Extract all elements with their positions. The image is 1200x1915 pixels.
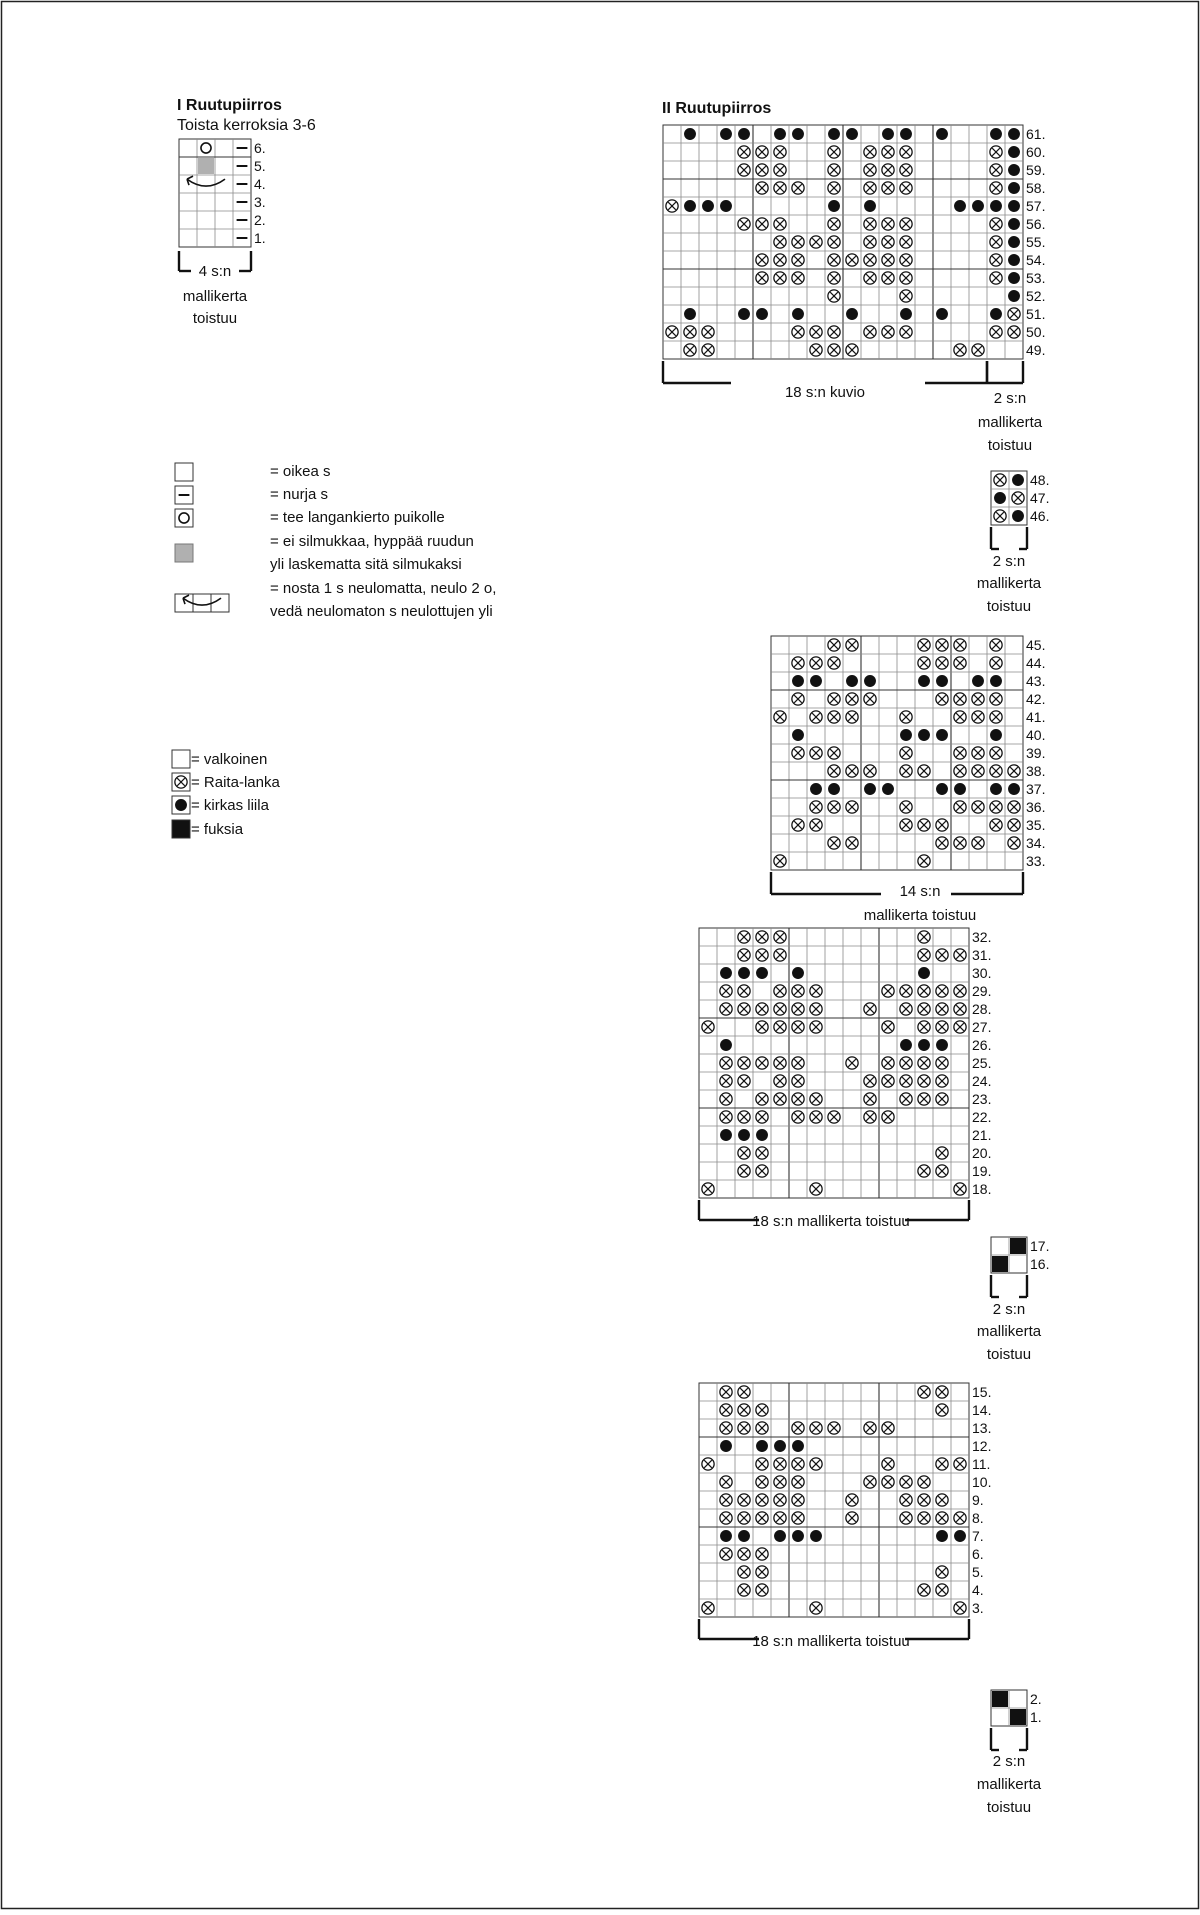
row-number: 5. xyxy=(254,158,266,175)
chart1b-label-1: 2 s:n xyxy=(992,1753,1026,1770)
lilac-symbol xyxy=(684,308,696,320)
row-number: 27. xyxy=(972,1019,992,1036)
lilac-symbol xyxy=(828,200,840,212)
lilac-symbol xyxy=(918,1039,930,1051)
lilac-symbol xyxy=(1008,272,1020,284)
lilac-symbol xyxy=(900,729,912,741)
lilac-symbol xyxy=(954,783,966,795)
lilac-symbol xyxy=(774,128,786,140)
row-number: 55. xyxy=(1026,234,1046,251)
row-number: 31. xyxy=(972,947,992,964)
chart1-repeat-label: 4 s:n xyxy=(198,263,232,280)
legend-lilac-text: = kirkas liila xyxy=(191,797,269,814)
lilac-symbol xyxy=(900,1039,912,1051)
row-number: 50. xyxy=(1026,324,1046,341)
lilac-symbol xyxy=(864,200,876,212)
lilac-symbol xyxy=(720,128,732,140)
lilac-symbol xyxy=(990,783,1002,795)
lilac-symbol xyxy=(990,128,1002,140)
chart33-label-2: mallikerta toistuu xyxy=(863,907,977,924)
row-number: 37. xyxy=(1026,781,1046,798)
lilac-symbol xyxy=(792,1440,804,1452)
row-number: 33. xyxy=(1026,853,1046,870)
row-number: 4. xyxy=(254,176,266,193)
lilac-symbol xyxy=(756,1129,768,1141)
chart2-extra-label-3: toistuu xyxy=(987,437,1033,454)
lilac-symbol xyxy=(792,128,804,140)
lilac-symbol xyxy=(810,783,822,795)
lilac-symbol xyxy=(864,675,876,687)
lilac-symbol xyxy=(792,308,804,320)
lilac-symbol xyxy=(936,128,948,140)
chart2-title: II Ruutupiirros xyxy=(662,100,772,117)
row-number: 38. xyxy=(1026,763,1046,780)
lilac-symbol xyxy=(1008,164,1020,176)
chart18-grid xyxy=(699,928,991,1220)
lilac-symbol xyxy=(720,1530,732,1542)
lilac-symbol xyxy=(936,783,948,795)
lilac-symbol xyxy=(720,967,732,979)
lilac-symbol xyxy=(738,308,750,320)
lilac-symbol xyxy=(936,308,948,320)
row-number: 44. xyxy=(1026,655,1046,672)
row-number: 47. xyxy=(1030,490,1050,507)
legend-fuchsia-text: = fuksia xyxy=(191,821,244,838)
lilac-symbol xyxy=(792,967,804,979)
row-number: 5. xyxy=(972,1564,984,1581)
legend-fuchsia-box xyxy=(172,820,190,838)
legend-cross-box xyxy=(193,594,211,612)
row-number: 36. xyxy=(1026,799,1046,816)
lilac-symbol xyxy=(720,1440,732,1452)
lilac-symbol xyxy=(936,729,948,741)
chart33-grid xyxy=(771,636,1045,894)
lilac-symbol xyxy=(972,675,984,687)
legend-cross-text-2: vedä neulomaton s neulottujen yli xyxy=(270,603,493,620)
row-number: 15. xyxy=(972,1384,992,1401)
row-number: 39. xyxy=(1026,745,1046,762)
row-number: 8. xyxy=(972,1510,984,1527)
lilac-symbol xyxy=(1008,128,1020,140)
chart18-label: 18 s:n mallikerta toistuu xyxy=(752,1213,910,1230)
row-number: 19. xyxy=(972,1163,992,1180)
row-number: 35. xyxy=(1026,817,1046,834)
row-number: 30. xyxy=(972,965,992,982)
lilac-symbol xyxy=(1012,510,1024,522)
row-number: 11. xyxy=(972,1456,991,1473)
yarn-over-symbol xyxy=(179,513,189,523)
row-number: 57. xyxy=(1026,198,1046,215)
lilac-symbol xyxy=(1008,236,1020,248)
lilac-symbol xyxy=(774,1530,786,1542)
lilac-symbol xyxy=(720,1039,732,1051)
row-number: 41. xyxy=(1026,709,1046,726)
lilac-symbol xyxy=(1012,474,1024,486)
legend-yo-text: = tee langankierto puikolle xyxy=(270,509,445,526)
chart16-label-2: mallikerta xyxy=(976,1323,1042,1340)
lilac-symbol xyxy=(846,128,858,140)
lilac-symbol xyxy=(918,675,930,687)
chart1-repeat-label-2: mallikerta xyxy=(182,288,248,305)
fuchsia-cell xyxy=(992,1256,1008,1272)
legend-knit-box xyxy=(175,463,193,481)
row-number: 14. xyxy=(972,1402,992,1419)
row-number: 2. xyxy=(1030,1691,1042,1708)
row-number: 2. xyxy=(254,212,266,229)
lilac-symbol xyxy=(1008,254,1020,266)
lilac-symbol xyxy=(972,200,984,212)
row-number: 42. xyxy=(1026,691,1046,708)
chart33-label-1: 14 s:n xyxy=(899,883,941,900)
lilac-symbol xyxy=(738,1129,750,1141)
lilac-symbol xyxy=(954,200,966,212)
row-number: 12. xyxy=(972,1438,992,1455)
row-number: 10. xyxy=(972,1474,992,1491)
row-number: 23. xyxy=(972,1091,992,1108)
chart2-grid xyxy=(663,125,1045,383)
legend-nostitch-text: = ei silmukkaa, hyppää ruudun xyxy=(270,533,474,550)
row-number: 18. xyxy=(972,1181,992,1198)
row-number: 9. xyxy=(972,1492,984,1509)
row-number: 53. xyxy=(1026,270,1046,287)
legend-nostitch-text-2: yli laskematta sitä silmukaksi xyxy=(270,556,462,573)
chart46-label-1: 2 s:n xyxy=(992,553,1026,570)
lilac-symbol xyxy=(936,675,948,687)
row-number: 28. xyxy=(972,1001,992,1018)
chart1b-label-2: mallikerta xyxy=(976,1776,1042,1793)
lilac-symbol xyxy=(738,1530,750,1542)
row-number: 56. xyxy=(1026,216,1046,233)
lilac-symbol xyxy=(990,200,1002,212)
row-number: 43. xyxy=(1026,673,1046,690)
row-number: 26. xyxy=(972,1037,992,1054)
lilac-symbol xyxy=(828,783,840,795)
row-number: 20. xyxy=(972,1145,992,1162)
chart3-grid xyxy=(699,1383,991,1639)
lilac-symbol xyxy=(990,308,1002,320)
lilac-symbol xyxy=(828,128,840,140)
lilac-symbol xyxy=(882,783,894,795)
chart3-label: 18 s:n mallikerta toistuu xyxy=(752,1633,910,1650)
row-number: 13. xyxy=(972,1420,992,1437)
lilac-symbol xyxy=(882,128,894,140)
legend-white-box xyxy=(172,750,190,768)
lilac-symbol xyxy=(684,128,696,140)
lilac-symbol xyxy=(720,1129,732,1141)
no-stitch-cell xyxy=(198,158,214,174)
lilac-symbol xyxy=(1008,146,1020,158)
lilac-symbol xyxy=(810,1530,822,1542)
lilac-symbol xyxy=(684,200,696,212)
chart16-label-3: toistuu xyxy=(986,1346,1032,1363)
row-number: 1. xyxy=(1030,1709,1042,1726)
row-number: 6. xyxy=(254,140,266,157)
legend-stripe-text: = Raita-lanka xyxy=(191,774,280,791)
row-number: 61. xyxy=(1026,126,1046,143)
fuchsia-cell xyxy=(1010,1709,1026,1725)
row-number: 45. xyxy=(1026,637,1046,654)
row-number: 58. xyxy=(1026,180,1046,197)
lilac-symbol xyxy=(918,967,930,979)
lilac-symbol xyxy=(756,967,768,979)
chart2-extra-label-1: 2 s:n xyxy=(993,390,1027,407)
lilac-symbol xyxy=(990,675,1002,687)
fuchsia-cell xyxy=(992,1691,1008,1707)
row-number: 48. xyxy=(1030,472,1050,489)
row-number: 59. xyxy=(1026,162,1046,179)
row-number: 17. xyxy=(1030,1238,1050,1255)
lilac-symbol xyxy=(936,1039,948,1051)
row-number: 1. xyxy=(254,230,266,247)
lilac-symbol xyxy=(900,128,912,140)
row-number: 32. xyxy=(972,929,992,946)
legend-white-text: = valkoinen xyxy=(191,751,268,768)
chart46-label-3: toistuu xyxy=(986,598,1032,615)
lilac-symbol xyxy=(792,675,804,687)
lilac-symbol xyxy=(936,1530,948,1542)
row-number: 49. xyxy=(1026,342,1046,359)
lilac-symbol xyxy=(720,200,732,212)
row-number: 29. xyxy=(972,983,992,1000)
row-number: 54. xyxy=(1026,252,1046,269)
lilac-symbol xyxy=(774,1440,786,1452)
row-number: 3. xyxy=(254,194,266,211)
lilac-symbol xyxy=(918,729,930,741)
row-number: 7. xyxy=(972,1528,984,1545)
lilac-symbol xyxy=(1008,290,1020,302)
row-number: 25. xyxy=(972,1055,992,1072)
lilac-symbol xyxy=(846,308,858,320)
yarn-over-symbol xyxy=(201,143,211,153)
lilac-symbol xyxy=(1008,200,1020,212)
legend-nostitch-box xyxy=(175,544,193,562)
lilac-symbol xyxy=(738,128,750,140)
lilac-symbol xyxy=(738,967,750,979)
lilac-symbol xyxy=(900,308,912,320)
row-number: 22. xyxy=(972,1109,992,1126)
lilac-symbol xyxy=(792,729,804,741)
chart2-extra-label-2: mallikerta xyxy=(977,414,1043,431)
chart1-subtitle: Toista kerroksia 3-6 xyxy=(177,117,316,134)
row-number: 6. xyxy=(972,1546,984,1563)
row-number: 21. xyxy=(972,1127,992,1144)
row-number: 52. xyxy=(1026,288,1046,305)
row-number: 24. xyxy=(972,1073,992,1090)
lilac-symbol xyxy=(702,200,714,212)
lilac-symbol xyxy=(1008,218,1020,230)
legend-knit-text: = oikea s xyxy=(270,463,331,480)
chart1b-label-3: toistuu xyxy=(986,1799,1032,1816)
row-number: 3. xyxy=(972,1600,984,1617)
chart1-title: I Ruutupiirros xyxy=(177,97,282,114)
chart16-label-1: 2 s:n xyxy=(992,1301,1026,1318)
row-number: 60. xyxy=(1026,144,1046,161)
lilac-symbol xyxy=(994,492,1006,504)
lilac-symbol xyxy=(1008,783,1020,795)
lilac-symbol xyxy=(175,799,187,811)
lilac-symbol xyxy=(990,729,1002,741)
row-number: 40. xyxy=(1026,727,1046,744)
lilac-symbol xyxy=(846,675,858,687)
row-number: 51. xyxy=(1026,306,1046,323)
row-number: 34. xyxy=(1026,835,1046,852)
lilac-symbol xyxy=(756,1440,768,1452)
lilac-symbol xyxy=(756,308,768,320)
legend-purl-text: = nurja s xyxy=(270,486,328,503)
lilac-symbol xyxy=(954,1530,966,1542)
row-number: 4. xyxy=(972,1582,984,1599)
fuchsia-cell xyxy=(1010,1238,1026,1254)
chart46-label-2: mallikerta xyxy=(976,575,1042,592)
legend-cross-text: = nosta 1 s neulomatta, neulo 2 o, xyxy=(270,580,497,597)
lilac-symbol xyxy=(864,783,876,795)
lilac-symbol xyxy=(1008,182,1020,194)
chart1-repeat-label-3: toistuu xyxy=(192,310,238,327)
chart2-repeat-label: 18 s:n kuvio xyxy=(784,384,866,401)
row-number: 46. xyxy=(1030,508,1050,525)
lilac-symbol xyxy=(792,1530,804,1542)
row-number: 16. xyxy=(1030,1256,1050,1273)
lilac-symbol xyxy=(810,675,822,687)
